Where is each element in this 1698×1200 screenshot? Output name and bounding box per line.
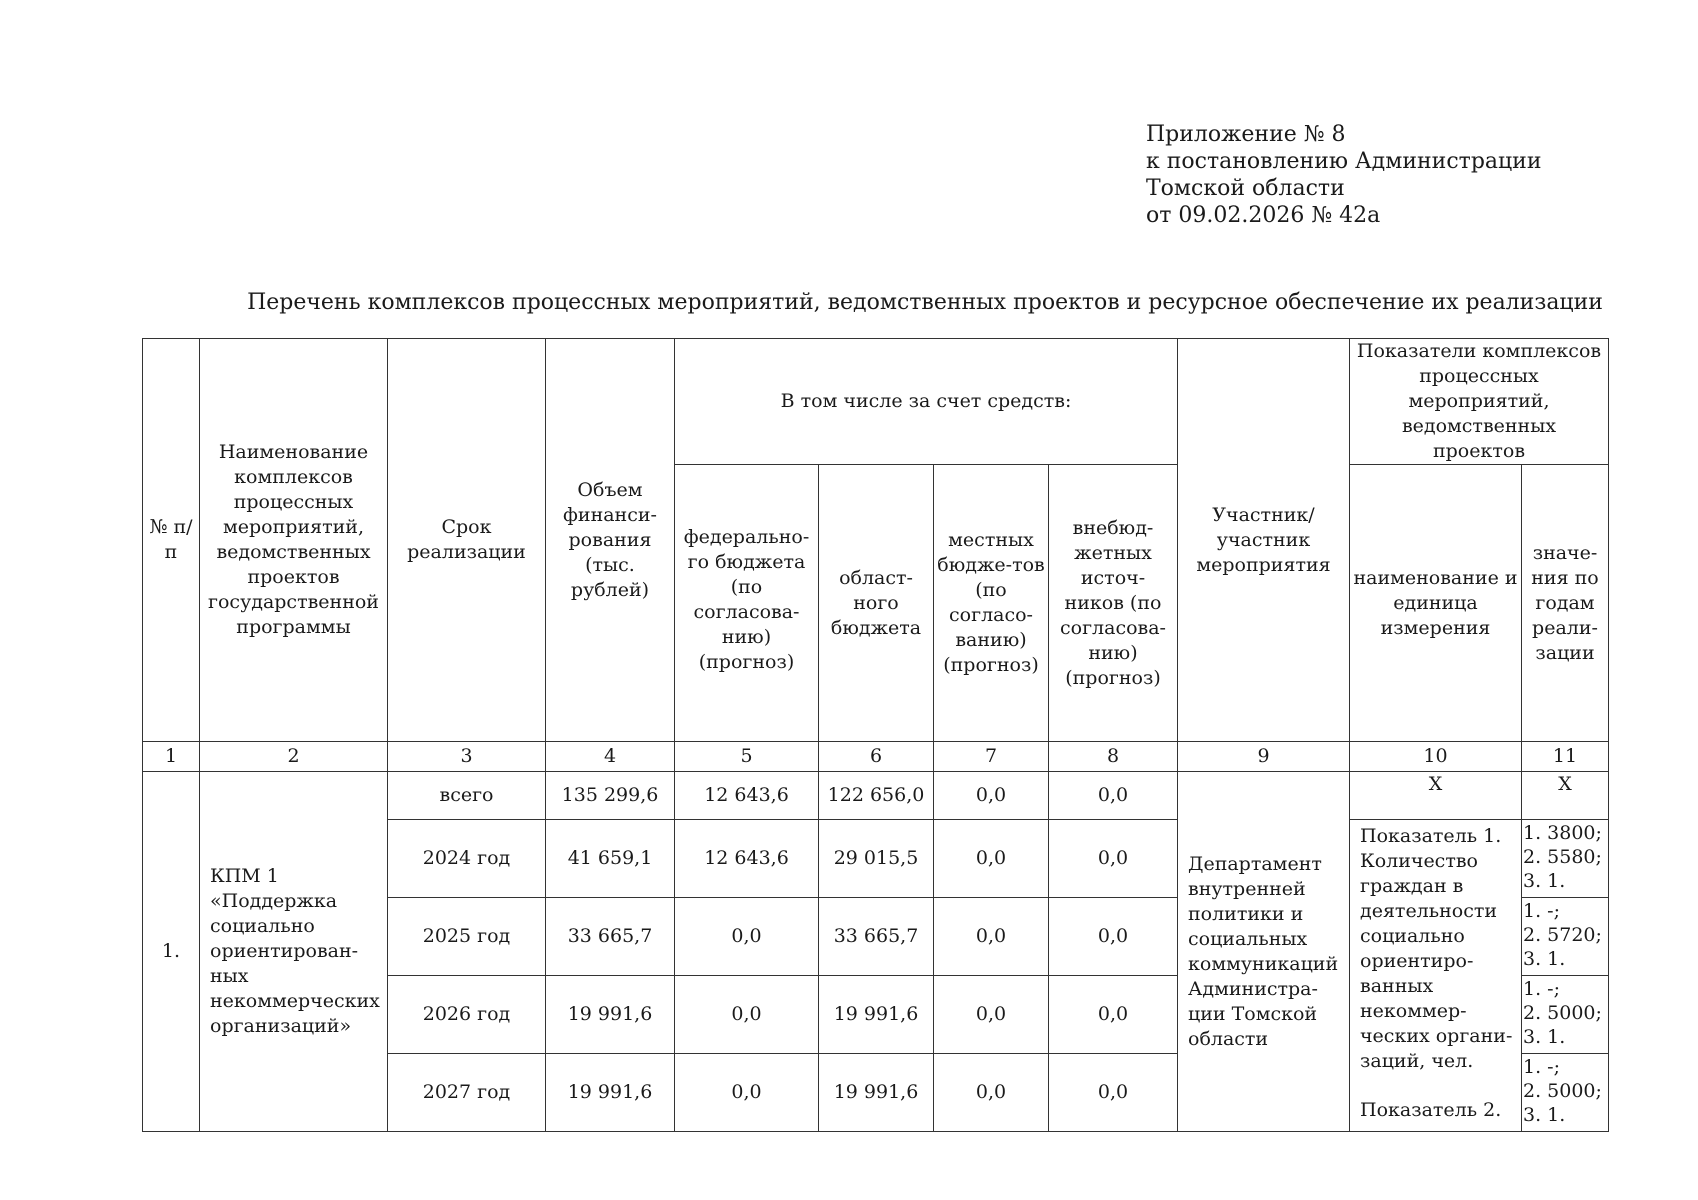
header-num: № п/п (143, 339, 200, 742)
indicator-values-2024 (1522, 820, 1609, 898)
row-volume: 135 299,6 (546, 772, 675, 820)
row-name: КПМ 1 «Поддержка социально ориентирован-ных некоммерческих организаций» (200, 772, 388, 1132)
column-number: 2 (200, 742, 388, 772)
value-line: 1. 3800; (1523, 822, 1602, 844)
row-volume: 33 665,7 (546, 898, 675, 976)
row-number: 1. (143, 772, 200, 1132)
indicator-1: Показатель 1. Количество граждан в деятельности социально ориентиро-ванных некоммер-ческих органи-заций, чел. (1360, 825, 1513, 1072)
row-participant: Департамент внутренней политики и социальных коммуникаций Администра-ции Томской области (1178, 772, 1350, 1132)
row-extra: 0,0 (1049, 898, 1178, 976)
program-table (142, 338, 1609, 1132)
header-indicator-name: наименование и единица измерения (1350, 465, 1522, 742)
document-title: Перечень комплексов процессных мероприятий, ведомственных проектов и ресурсное обеспечение их реализации (247, 290, 1603, 315)
value-line: 3. 1. (1523, 1104, 1566, 1126)
header-name: Наименование комплексов процессных мероприятий, ведомственных проектов государственной программы (200, 339, 388, 742)
column-number: 11 (1522, 742, 1609, 772)
appendix-line: Приложение № 8 (1146, 122, 1346, 147)
row-regional: 33 665,7 (819, 898, 934, 976)
header-indicator-values: значе-ния по годам реали-зации (1522, 465, 1609, 742)
indicator-values-2027 (1522, 1054, 1609, 1132)
column-number-row (143, 742, 1609, 772)
row-federal: 0,0 (675, 1054, 819, 1132)
header-regional: област-ного бюджета (819, 465, 934, 742)
indicator-values-2025 (1522, 898, 1609, 976)
header-term: Срок реализации (388, 339, 546, 742)
column-number: 8 (1049, 742, 1178, 772)
header-federal: федерально-го бюджета (по согласова-нию) (прогноз) (675, 465, 819, 742)
header-participant: Участник/ участник мероприятия (1178, 339, 1350, 742)
row-regional: 19 991,6 (819, 976, 934, 1054)
header-indicators: Показатели комплексов процессных мероприятий, ведомственных проектов (1350, 339, 1609, 465)
header-local: местных бюдже-тов (по согласо-ванию) (прогноз) (934, 465, 1049, 742)
row-term: 2025 год (388, 898, 546, 976)
indicator-values-2026 (1522, 976, 1609, 1054)
row-term: 2024 год (388, 820, 546, 898)
value-line: 2. 5580; (1523, 846, 1602, 868)
column-number: 9 (1178, 742, 1350, 772)
row-term: 2027 год (388, 1054, 546, 1132)
row-volume: 19 991,6 (546, 976, 675, 1054)
table-row (143, 772, 1609, 820)
row-local: 0,0 (934, 772, 1049, 820)
column-number: 10 (1350, 742, 1522, 772)
row-federal: 12 643,6 (675, 820, 819, 898)
value-line: 1. -; (1523, 1056, 1560, 1078)
row-regional: 19 991,6 (819, 1054, 934, 1132)
column-number: 6 (819, 742, 934, 772)
row-volume: 41 659,1 (546, 820, 675, 898)
value-line: 2. 5720; (1523, 924, 1602, 946)
header-volume: Объем финанси-рования (тыс. рублей) (546, 339, 675, 742)
row-federal: 12 643,6 (675, 772, 819, 820)
appendix-line: от 09.02.2026 № 42а (1146, 203, 1381, 228)
column-number: 7 (934, 742, 1049, 772)
row-extra: 0,0 (1049, 772, 1178, 820)
row-term: всего (388, 772, 546, 820)
row-term: 2026 год (388, 976, 546, 1054)
header-funding-group: В том числе за счет средств: (675, 339, 1178, 465)
indicator-2: Показатель 2. (1360, 1099, 1502, 1121)
row-local: 0,0 (934, 898, 1049, 976)
appendix-line: к постановлению Администрации (1146, 149, 1542, 174)
row-local: 0,0 (934, 1054, 1049, 1132)
indicator-name-x: Х (1350, 772, 1522, 820)
value-line: 3. 1. (1523, 870, 1566, 892)
value-line: 1. -; (1523, 900, 1560, 922)
row-regional: 122 656,0 (819, 772, 934, 820)
appendix-line: Томской области (1146, 176, 1345, 201)
value-line: 3. 1. (1523, 1026, 1566, 1048)
value-line: 2. 5000; (1523, 1002, 1602, 1024)
column-number: 3 (388, 742, 546, 772)
row-federal: 0,0 (675, 898, 819, 976)
row-extra: 0,0 (1049, 976, 1178, 1054)
row-regional: 29 015,5 (819, 820, 934, 898)
value-line: 1. -; (1523, 978, 1560, 1000)
row-extra: 0,0 (1049, 1054, 1178, 1132)
column-number: 1 (143, 742, 200, 772)
value-line: 3. 1. (1523, 948, 1566, 970)
row-local: 0,0 (934, 820, 1049, 898)
row-volume: 19 991,6 (546, 1054, 675, 1132)
row-local: 0,0 (934, 976, 1049, 1054)
row-extra: 0,0 (1049, 820, 1178, 898)
appendix-block (1146, 121, 1542, 229)
column-number: 4 (546, 742, 675, 772)
header-extra: внебюд-жетных источ-ников (по согласова-нию) (прогноз) (1049, 465, 1178, 742)
indicator-description (1350, 820, 1522, 1132)
column-number: 5 (675, 742, 819, 772)
value-line: 2. 5000; (1523, 1080, 1602, 1102)
row-federal: 0,0 (675, 976, 819, 1054)
indicator-values-x: Х (1522, 772, 1609, 820)
